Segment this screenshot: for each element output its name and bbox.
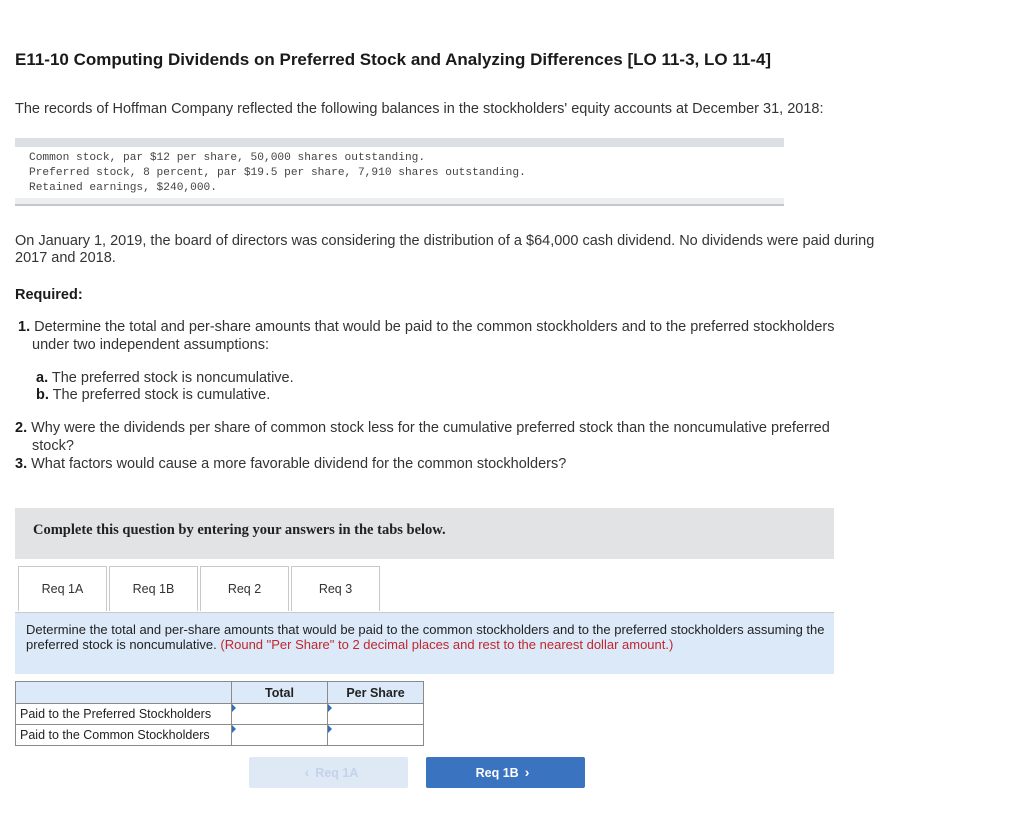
req-number: 2. <box>15 420 28 436</box>
input-marker-icon <box>328 704 332 712</box>
table-header-row <box>16 682 424 704</box>
chevron-right-icon: › <box>524 764 530 780</box>
next-tab-button[interactable] <box>426 757 585 788</box>
requirement-1 <box>18 319 835 354</box>
required-heading: Required: <box>15 287 83 303</box>
input-marker-icon <box>232 725 236 733</box>
input-marker-icon <box>328 725 332 733</box>
preferred-total-cell <box>232 704 328 725</box>
prev-tab-button[interactable] <box>249 757 408 788</box>
balance-preferred-stock: Preferred stock, 8 percent, par $19.5 per share, 7,910 shares outstanding. <box>29 167 526 179</box>
row-label-preferred: Paid to the Preferred Stockholders <box>16 704 232 725</box>
next-tab-label: Req 1B <box>475 766 519 780</box>
divider <box>15 198 784 204</box>
req-text: Why were the dividends per share of common stock less for the cumulative preferred stock than the noncumulative preferred <box>31 420 830 436</box>
req-text: The preferred stock is cumulative. <box>52 387 271 403</box>
common-per-share-input[interactable] <box>328 725 423 745</box>
scenario-line-2: 2017 and 2018. <box>15 250 116 266</box>
tab-panel <box>15 612 834 674</box>
req-text: What factors would cause a more favorable dividend for the common stockholders? <box>31 456 567 472</box>
answer-table <box>15 681 424 746</box>
requirement-2 <box>15 420 830 455</box>
banner-text: Complete this question by entering your answers in the tabs below. <box>33 522 446 538</box>
balance-retained-earnings: Retained earnings, $240,000. <box>29 182 217 194</box>
req-text: under two independent assumptions: <box>32 336 269 353</box>
balances-box <box>15 138 784 206</box>
tab-req-2[interactable]: Req 2 <box>200 566 289 611</box>
req-text: stock? <box>32 437 74 454</box>
requirement-1a <box>36 370 294 388</box>
requirement-1b <box>36 387 270 405</box>
balance-common-stock: Common stock, par $12 per share, 50,000 shares outstanding. <box>29 152 426 164</box>
tab-req-1b[interactable]: Req 1B <box>109 566 198 611</box>
header-blank <box>16 682 232 704</box>
requirement-3 <box>15 456 566 474</box>
row-label-common: Paid to the Common Stockholders <box>16 725 232 746</box>
table-row <box>16 704 424 725</box>
req-text: Determine the total and per-share amounts that would be paid to the common stockholders and to the preferred stockholders <box>34 319 835 335</box>
instruction-main: Determine the total and per-share amounts that would be paid to the common stockholders and to the preferred stockholders assuming the preferred stock is noncumulative. <box>26 622 825 652</box>
tab-req-1a[interactable]: Req 1A <box>18 566 107 611</box>
req-text: The preferred stock is noncumulative. <box>51 370 294 386</box>
req-number: 1. <box>18 319 31 335</box>
instruction-text <box>26 622 826 652</box>
rounding-note: (Round "Per Share" to 2 decimal places and rest to the nearest dollar amount.) <box>220 637 674 652</box>
input-marker-icon <box>232 704 236 712</box>
prev-tab-label: Req 1A <box>315 766 359 780</box>
page-title: E11-10 Computing Dividends on Preferred Stock and Analyzing Differences [LO 11-3, LO 11-4] <box>15 50 772 69</box>
intro-text: The records of Hoffman Company reflected the following balances in the stockholders' equity accounts at December 31, 2018: <box>15 101 824 117</box>
req-number: 3. <box>15 456 28 472</box>
tab-req-3[interactable]: Req 3 <box>291 566 380 611</box>
req-letter: a. <box>36 370 49 386</box>
common-total-input[interactable] <box>232 725 327 745</box>
preferred-total-input[interactable] <box>232 704 327 724</box>
chevron-left-icon: ‹ <box>304 764 310 780</box>
header-per-share: Per Share <box>328 682 424 704</box>
common-per-share-cell <box>328 725 424 746</box>
common-total-cell <box>232 725 328 746</box>
scenario-text <box>15 233 1005 267</box>
preferred-per-share-cell <box>328 704 424 725</box>
scenario-line-1: On January 1, 2019, the board of directors was considering the distribution of a $64,000 cash dividend. No dividends were paid during <box>15 233 875 249</box>
instructions-banner <box>15 508 834 559</box>
req-letter: b. <box>36 387 49 403</box>
preferred-per-share-input[interactable] <box>328 704 423 724</box>
header-total: Total <box>232 682 328 704</box>
table-row <box>16 725 424 746</box>
